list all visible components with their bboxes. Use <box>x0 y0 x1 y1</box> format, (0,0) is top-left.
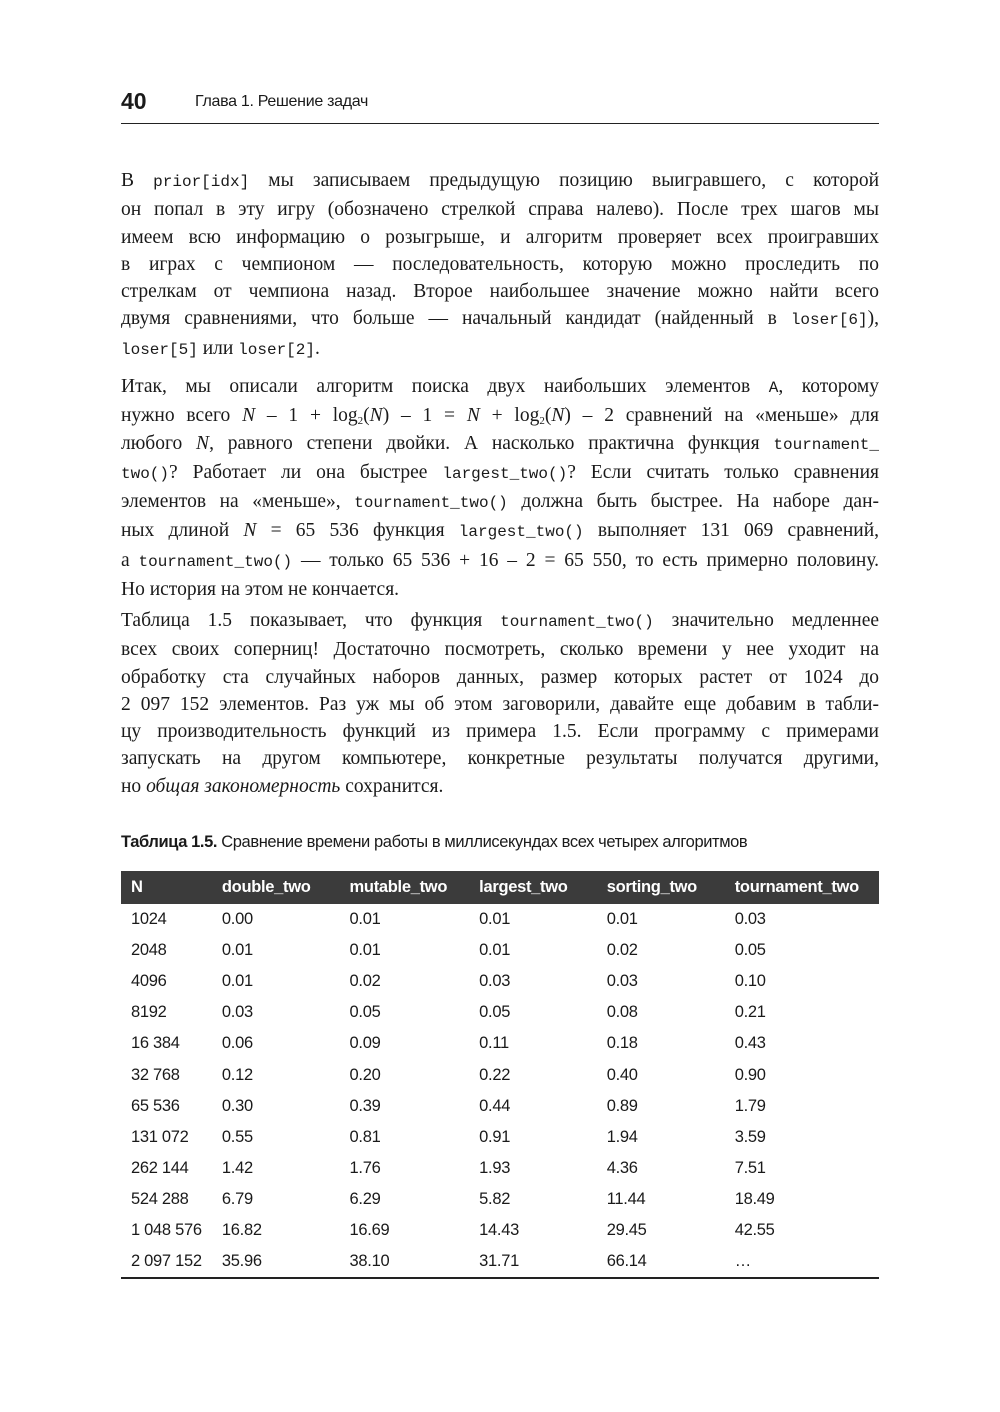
table-cell: 0.01 <box>349 941 381 960</box>
code-inline: largest_two() <box>442 464 568 483</box>
table-row <box>121 1184 879 1215</box>
chapter-title: Глава 1. Решение задач <box>195 93 369 110</box>
table-cell: 8192 <box>131 1003 167 1022</box>
table-cell: 4.36 <box>606 1158 638 1177</box>
table-body <box>121 904 879 1278</box>
table-cell: 0.12 <box>221 1065 253 1084</box>
text-line: он попал в эту игру (обозначено стрелкой справа налево). После трех шагов мы <box>121 199 879 221</box>
table-cell: 0.01 <box>606 910 638 929</box>
table-cell: 38.10 <box>349 1252 390 1271</box>
text-line: запускать на другом компьютере, конкретные результаты получатся другими, <box>121 748 879 770</box>
text-line: стрелкам от чемпиона назад. Второе наибольшее значение можно найти всего <box>121 281 879 303</box>
table-cell: 14.43 <box>479 1220 519 1239</box>
table-cell: 0.30 <box>221 1096 253 1115</box>
table-cell: 65 536 <box>131 1096 180 1115</box>
table-cell: 31.71 <box>479 1252 519 1271</box>
table-cell: 0.81 <box>349 1127 381 1146</box>
table-cell: 131 072 <box>131 1127 189 1146</box>
table-cell: 0.01 <box>221 941 253 960</box>
table-cell: 0.01 <box>479 910 511 929</box>
table-cell: 16.69 <box>349 1220 390 1239</box>
column-header: double_two <box>212 871 340 904</box>
table-cell: 1024 <box>131 910 167 929</box>
table-cell: 0.05 <box>349 1003 381 1022</box>
table-row <box>121 1122 879 1153</box>
text-line: всех своих соперниц! Достаточно посмотреть, сколько времени у нее уходит на <box>121 639 879 661</box>
text-line: Но история на этом не кончается. <box>121 579 400 601</box>
text-line: но общая закономерность сохранится. <box>121 775 444 797</box>
code-inline: largest_two() <box>458 523 584 542</box>
table-cell: 7.51 <box>734 1158 766 1177</box>
code-inline: tournament_two() <box>354 494 508 513</box>
table-cell: 0.01 <box>479 941 511 960</box>
column-header: N <box>121 871 212 904</box>
table-cell: 1.79 <box>734 1096 766 1115</box>
running-header <box>121 86 879 124</box>
table-cell: 0.10 <box>734 972 766 991</box>
table-row <box>121 966 879 997</box>
text-line: Таблица 1.5 показывает, что функция tournament_two() значительно медленнее <box>121 610 880 631</box>
text-line: имеем всю информацию о розыгрыше, и алгоритм проверяет всех проигравших <box>121 226 879 248</box>
column-header: mutable_two <box>340 871 470 904</box>
table-cell: 0.01 <box>349 910 381 929</box>
table-row <box>121 1153 879 1184</box>
table-cell: 32 768 <box>131 1065 180 1084</box>
code-inline: A <box>768 379 779 397</box>
table-cell: 0.20 <box>349 1065 381 1084</box>
table-caption-label: Таблица 1.5. <box>121 833 218 851</box>
text-line: элементов на «меньше», tournament_two() должна быть быстрее. На наборе дан- <box>121 491 879 513</box>
table-cell: 0.22 <box>479 1065 511 1084</box>
table-row <box>121 904 879 935</box>
text-line: двумя сравнениями, что больше — начальный кандидат (найденный в loser[6]), <box>121 308 879 330</box>
timing-table <box>121 871 879 1279</box>
table-row <box>121 1246 879 1278</box>
table-cell: 0.05 <box>479 1003 511 1022</box>
page-number: 40 <box>121 88 147 114</box>
table-row <box>121 997 879 1028</box>
table-cell: 0.18 <box>606 1034 638 1053</box>
table-cell: 1.76 <box>349 1158 381 1177</box>
paragraph-1 <box>121 167 879 364</box>
code-inline: loser[2] <box>238 340 315 359</box>
table-cell: 0.01 <box>221 972 253 991</box>
table-row <box>121 1059 879 1090</box>
table-caption-text: Сравнение времени работы в миллисекундах всех четырех алгоритмов <box>217 833 748 851</box>
column-header: largest_two <box>469 871 597 904</box>
text-line: ных длиной N = 65 536 функция largest_two() выполняет 131 069 сравнений, <box>121 520 879 542</box>
code-inline: loser[6] <box>790 311 868 330</box>
paragraph-3 <box>121 607 879 800</box>
table-cell: 2 097 152 <box>131 1252 202 1271</box>
table-cell: 16.82 <box>221 1220 262 1239</box>
table-cell: 0.43 <box>734 1034 766 1053</box>
paragraph-2 <box>121 373 879 603</box>
code-inline: prior[idx] <box>153 173 250 191</box>
table-cell: 0.40 <box>606 1065 638 1084</box>
table-cell: 29.45 <box>606 1220 647 1239</box>
text-line: обработку ста случайных наборов данных, размер которых растет от 1024 до <box>121 666 879 688</box>
table-header-row <box>121 871 879 904</box>
table-row <box>121 935 879 966</box>
code-inline: loser[5] <box>121 340 198 359</box>
text-line: two()? Работает ли она быстрее largest_two()? Если считать только сравнения <box>121 461 879 483</box>
text-line: а tournament_two() — только 65 536 + 16 – 2 = 65 550, то есть примерно половину. <box>121 549 879 571</box>
table-cell: … <box>734 1252 751 1271</box>
code-inline: tournament_two() <box>500 613 654 631</box>
table-cell: 0.02 <box>349 972 381 991</box>
code-inline: tournament_two() <box>138 552 293 571</box>
table-cell: 1 048 576 <box>131 1220 202 1239</box>
table-cell: 0.21 <box>734 1003 766 1022</box>
emphasis: общая закономерность <box>146 775 341 797</box>
table-cell: 0.03 <box>606 972 638 991</box>
table-cell: 0.89 <box>606 1096 638 1115</box>
column-header: sorting_two <box>597 871 725 904</box>
table-cell: 16 384 <box>131 1034 180 1053</box>
text-line: цу производительность функций из примера 1.5. Если программу с примерами <box>121 721 879 743</box>
code-inline: two() <box>121 464 170 483</box>
table-cell: 4096 <box>131 972 167 991</box>
table-cell: 11.44 <box>606 1189 646 1208</box>
table-cell: 0.39 <box>349 1096 381 1115</box>
text-line: в играх с чемпионом — последовательность, которую можно проследить по <box>121 253 879 275</box>
column-header: tournament_two <box>725 871 879 904</box>
formula-line: нужно всего $N - 1 + \log_2(N) - 1 = N + \log_2(N) - 2$ сравнений на «меньше» для <box>121 405 879 428</box>
table-cell: 1.94 <box>606 1127 638 1146</box>
code-inline: tournament_ <box>773 435 880 454</box>
table-cell: 0.90 <box>734 1065 766 1084</box>
table-cell: 262 144 <box>131 1158 189 1177</box>
text-line: 2 097 152 элементов. Раз уж мы об этом заговорили, давайте еще добавим в табли- <box>121 693 879 715</box>
table-row <box>121 1028 879 1059</box>
table-cell: 0.02 <box>606 941 638 960</box>
table-caption <box>121 833 881 852</box>
table-cell: 35.96 <box>221 1252 262 1271</box>
table-cell: 0.09 <box>349 1034 381 1053</box>
table-cell: 18.49 <box>734 1189 775 1208</box>
table-cell: 1.93 <box>479 1158 511 1177</box>
table-cell: 1.42 <box>221 1158 253 1177</box>
table-cell: 2048 <box>131 941 167 960</box>
table-cell: 5.82 <box>479 1189 511 1208</box>
text-line: Итак, мы описали алгоритм поиска двух наибольших элементов A, которому <box>121 376 879 397</box>
table-cell: 0.00 <box>221 910 253 929</box>
table-cell: 0.06 <box>221 1034 253 1053</box>
table-cell: 3.59 <box>734 1127 766 1146</box>
table-cell: 0.03 <box>734 910 766 929</box>
table-cell: 0.91 <box>479 1127 511 1146</box>
table-cell: 0.11 <box>479 1034 509 1053</box>
table-cell: 6.29 <box>349 1189 381 1208</box>
table-cell: 42.55 <box>734 1220 775 1239</box>
table-cell: 0.03 <box>221 1003 253 1022</box>
table-cell: 0.08 <box>606 1003 638 1022</box>
table-cell: 66.14 <box>606 1252 647 1271</box>
table-row <box>121 1091 879 1122</box>
table-cell: 0.05 <box>734 941 766 960</box>
table-cell: 0.55 <box>221 1127 253 1146</box>
table-cell: 0.44 <box>479 1096 511 1115</box>
table-cell: 524 288 <box>131 1189 189 1208</box>
text-line: любого N, равного степени двойки. А насколько практична функция tournament_ <box>121 432 880 454</box>
table-row <box>121 1215 879 1246</box>
table-cell: 6.79 <box>221 1189 253 1208</box>
table-cell: 0.03 <box>479 972 511 991</box>
text-line: В prior[idx] мы записываем предыдущую позицию выигравшего, с которой <box>121 170 880 191</box>
text-line: loser[5] или loser[2]. <box>121 337 320 359</box>
